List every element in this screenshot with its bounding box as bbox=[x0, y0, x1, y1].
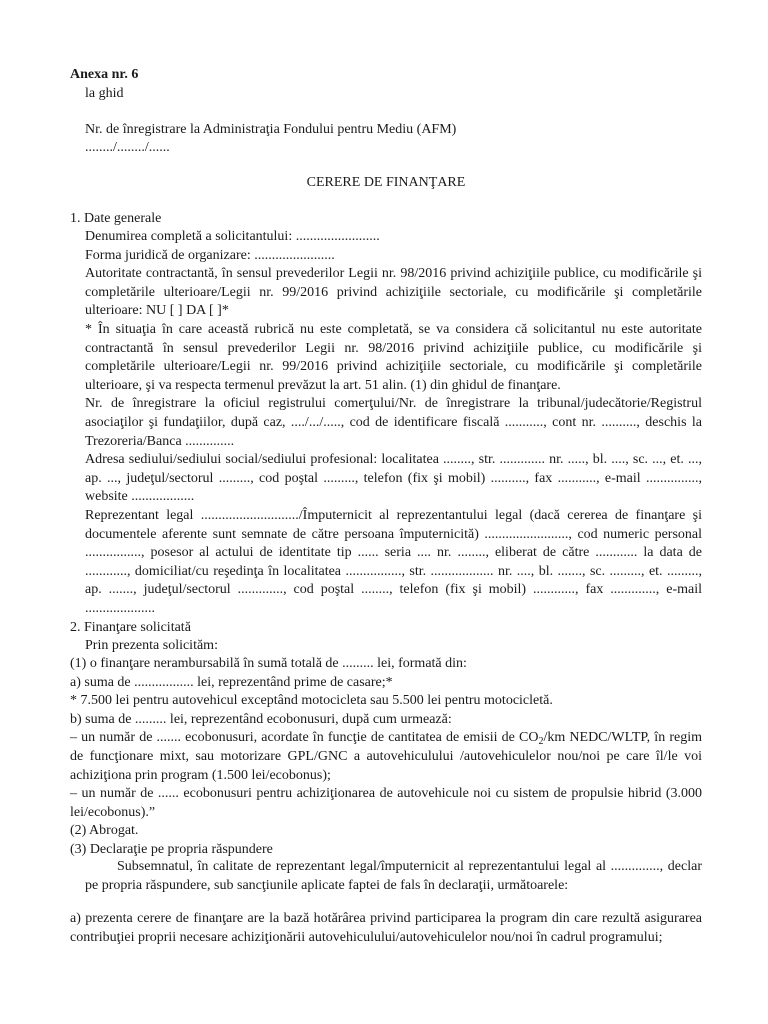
contracting-authority-field: Autoritate contractantă, în sensul prevederilor Legii nr. 98/2016 privind achiziţiile publice, cu modificările şi completările ulterioare/Legii nr. 99/2016 privind achiziţiile sectoriale, cu modificările şi completările ulterioare: NU [ ] DA [ ]* bbox=[85, 266, 702, 319]
financing-item-1: (1) o finanţare nerambursabilă în sumă totală de ......... lei, formată din: bbox=[70, 656, 467, 671]
co2-subscript: 2 bbox=[538, 736, 544, 748]
section2-heading: 2. Finanţare solicitată bbox=[70, 620, 191, 635]
registry-field: Nr. de înregistrare la oficiul registrului comerţului/Nr. de înregistrare la tribunal/judecătorie/Registrul asociaţilor şi fundaţiilor, după caz, ..../.../....., cod de identificare fiscală ..........., cont nr. .........., deschis la Trezoreria/Banca .............. bbox=[85, 396, 702, 449]
financing-item-3: (3) Declaraţie pe propria răspundere bbox=[70, 841, 273, 857]
registration-label: Nr. de înregistrare la Administraţia Fondului pentru Mediu (AFM) bbox=[85, 122, 457, 137]
declaration-paragraph: Subsemnatul, în calitate de reprezentant legal/împuternicit al reprezentantului legal al .............., declar pe propria răspundere, sub sancţiunile aplicate faptei de fals în declaraţii, următoarele: bbox=[85, 859, 702, 893]
section2-intro: Prin prezenta solicităm: bbox=[85, 638, 218, 653]
ecobonus-bullet-1-pre: – un număr de ....... ecobonusuri, acordate în funcţie de cantitatea de emisii de CO bbox=[70, 730, 539, 746]
representative-field: Reprezentant legal ............................/Împuternicit al reprezentantului legal (dacă cererea de finanţare şi documentele aferente sunt semnate de către persoana împuternicită) ........................, cod numeric personal ................, posesor al actului de identitate tip ...... seria .... nr. ........, eliberat de către ............ la data de ............, domiciliat/cu reşedinţa în localitatea ................, str. .................. nr. ...., bl. ......., sc. ........., et. ........., ap. ......., judeţul/sectorul ............., cod poştal ........, telefon (fix şi mobil) ............, fax ............., e-mail .................... bbox=[85, 507, 702, 616]
declaration-item-a: a) prezenta cerere de finanţare are la bază hotărârea privind participarea la program din care rezultă asigurarea contribuţiei proprii necesare achiziţionării autovehiculului/autovehiculelor nou/noi în cadrul programului; bbox=[70, 911, 702, 945]
annex-subtitle: la ghid bbox=[85, 86, 124, 101]
ecobonus-bullet-1-post: /km NEDC/WLTP, în regim de funcţionare mixt, sau motorizare GPL/GNC a autovehiculului /autovehiculelor nou/noi pe care îl/le voi achiziţiona prin program (1.500 lei/ecobonus); bbox=[70, 730, 702, 783]
contracting-authority-note: * În situaţia în care această rubrică nu este completată, se va considera că solicitantul nu este autoritate contractantă în sensul prevederilor Legii nr. 98/2016 privind achiziţiile publice, cu modificările şi completările ulterioare/Legii nr. 99/2016 privind achiziţiile sectoriale, cu modificările şi completările ulterioare, şi va respecta termenul prevăzut la art. 51 alin. (1) din ghidul de finanţare. bbox=[85, 321, 702, 393]
financing-item-b: b) suma de ......... lei, reprezentând ecobonusuri, după cum urmează: bbox=[70, 711, 452, 727]
ecobonus-bullet-2: – un număr de ...... ecobonusuri pentru achiziţionarea de autovehicule noi cu sistem de propulsie hibrid (3.000 lei/ecobonus).” bbox=[70, 786, 702, 820]
ecobonus-bullet-1 bbox=[70, 729, 702, 785]
financing-item-2: (2) Abrogat. bbox=[70, 823, 139, 839]
section1-body bbox=[85, 228, 702, 618]
section1-heading: 1. Date generale bbox=[70, 211, 162, 226]
financing-item-a: a) suma de ................. lei, reprezentând prime de casare;* bbox=[70, 674, 393, 690]
applicant-name-field: Denumirea completă a solicitantului: ........................ bbox=[85, 229, 380, 244]
section2-body bbox=[70, 655, 702, 860]
annex-number: Anexa nr. 6 bbox=[70, 67, 139, 82]
registration-blank: ......../......../...... bbox=[85, 140, 170, 155]
document-title: CERERE DE FINANŢARE bbox=[306, 175, 466, 190]
legal-form-field: Forma juridică de organizare: ....................... bbox=[85, 247, 335, 263]
financing-item-a-note: * 7.500 lei pentru autovehicul exceptând motocicleta sau 5.500 lei pentru motocicletă. bbox=[70, 693, 553, 709]
address-field: Adresa sediului/sediului social/sediului profesional: localitatea ........, str. ............. nr. ....., bl. ...., sc. ..., et. ..., ap. ..., judeţul/sectorul ........., cod poştal ........., telefon (fix şi mobil) .........., fax ..........., e-mail ..............., website .................. bbox=[85, 452, 702, 505]
